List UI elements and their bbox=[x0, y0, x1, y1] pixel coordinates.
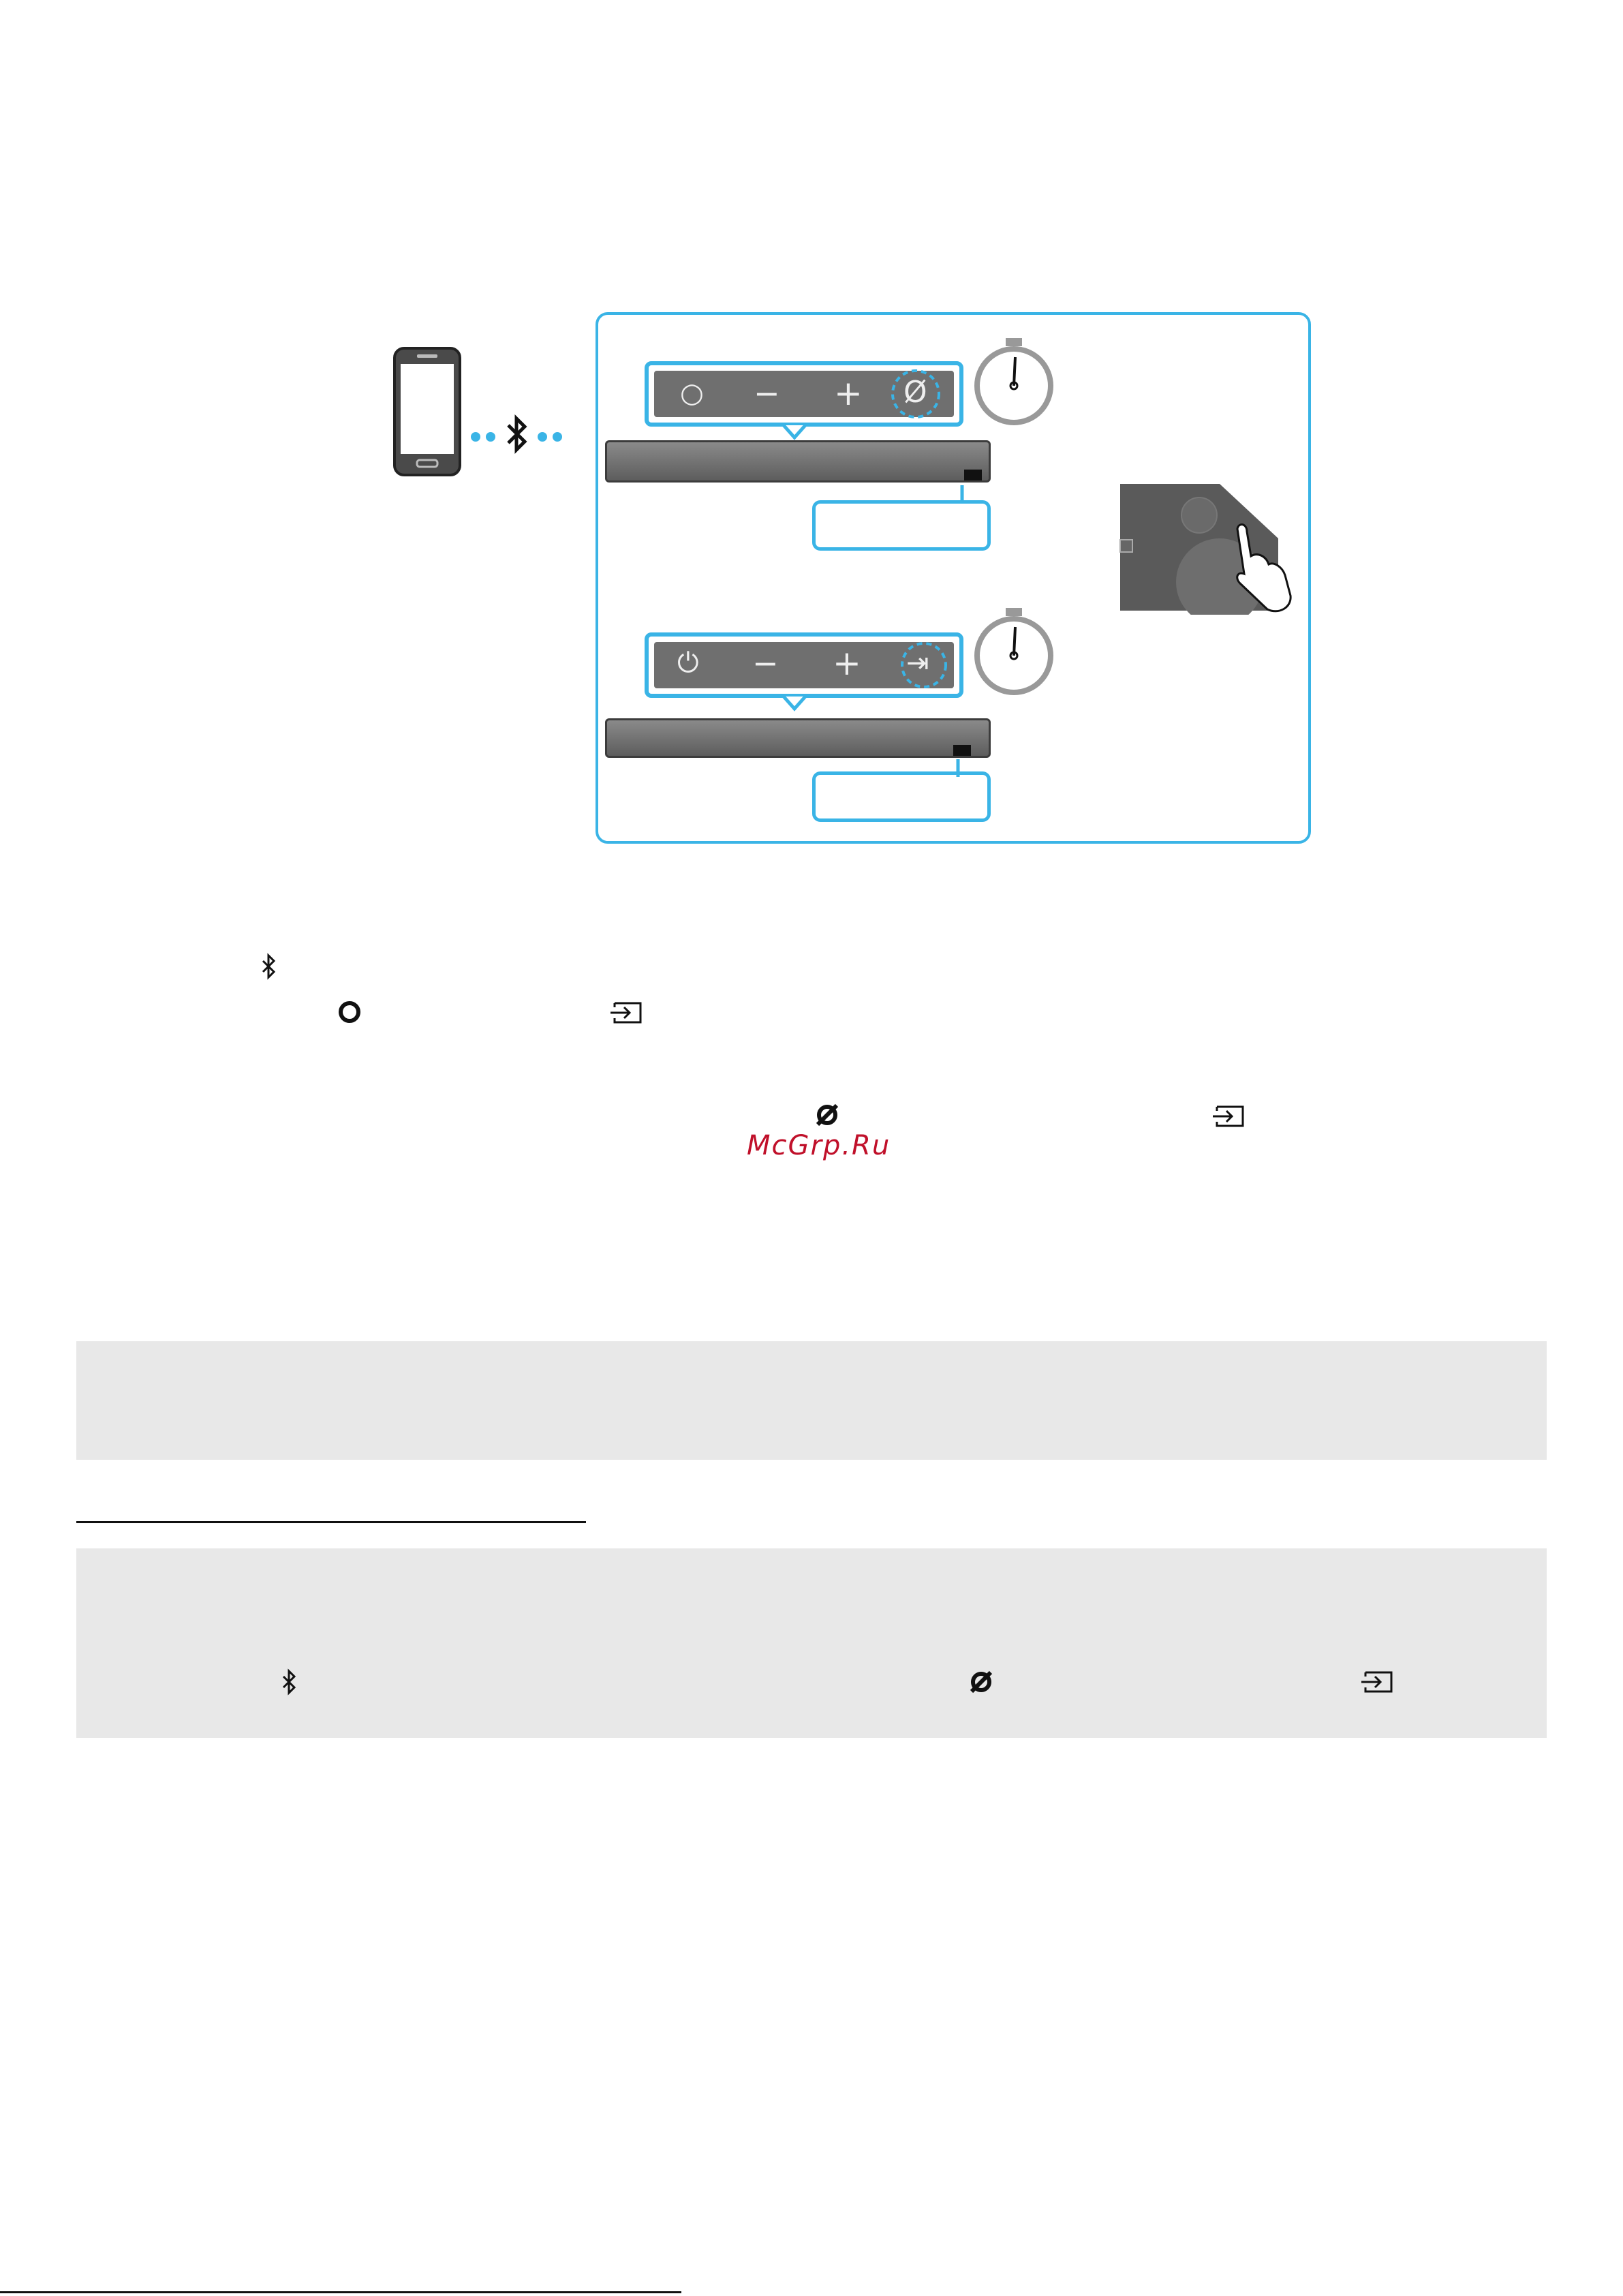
watermark: McGrp.Ru bbox=[747, 1130, 891, 1161]
display-callout-top bbox=[812, 500, 991, 551]
bluetooth-icon bbox=[260, 953, 277, 980]
volume-up-button[interactable]: + bbox=[834, 373, 863, 413]
footer-rule bbox=[0, 2291, 681, 2293]
pointer-bottom bbox=[781, 697, 808, 711]
dashed-highlight-bottom bbox=[898, 639, 950, 691]
note-box bbox=[76, 1548, 1547, 1738]
bluetooth-link-icon bbox=[469, 413, 564, 458]
dashed-highlight-top bbox=[888, 367, 943, 421]
mute-icon bbox=[968, 1668, 995, 1696]
section-divider bbox=[76, 1521, 586, 1523]
power-button[interactable]: ○ bbox=[680, 378, 704, 409]
soundbar-top bbox=[605, 440, 991, 483]
source-icon bbox=[1360, 1670, 1395, 1694]
volume-down-button[interactable]: − bbox=[754, 375, 780, 412]
note-box bbox=[76, 1341, 1547, 1460]
volume-down-button[interactable]: − bbox=[752, 645, 779, 682]
source-icon bbox=[609, 1000, 645, 1025]
multi-function-button[interactable]: Ø bbox=[903, 375, 927, 410]
smartphone-icon bbox=[392, 346, 462, 477]
mute-icon bbox=[814, 1101, 841, 1129]
display-callout-bottom bbox=[812, 771, 991, 822]
volume-up-button[interactable]: + bbox=[833, 643, 861, 683]
timer-icon bbox=[972, 335, 1056, 428]
circle-icon bbox=[337, 999, 362, 1025]
source-icon bbox=[1211, 1104, 1247, 1129]
source-button[interactable]: ⇥ bbox=[906, 647, 929, 679]
remote-control-image bbox=[1117, 481, 1297, 615]
soundbar-bottom bbox=[605, 718, 991, 758]
pointer-top bbox=[781, 425, 808, 440]
bluetooth-icon bbox=[281, 1668, 297, 1696]
power-button[interactable]: ⏻ bbox=[677, 647, 699, 679]
timer-icon bbox=[972, 605, 1056, 698]
